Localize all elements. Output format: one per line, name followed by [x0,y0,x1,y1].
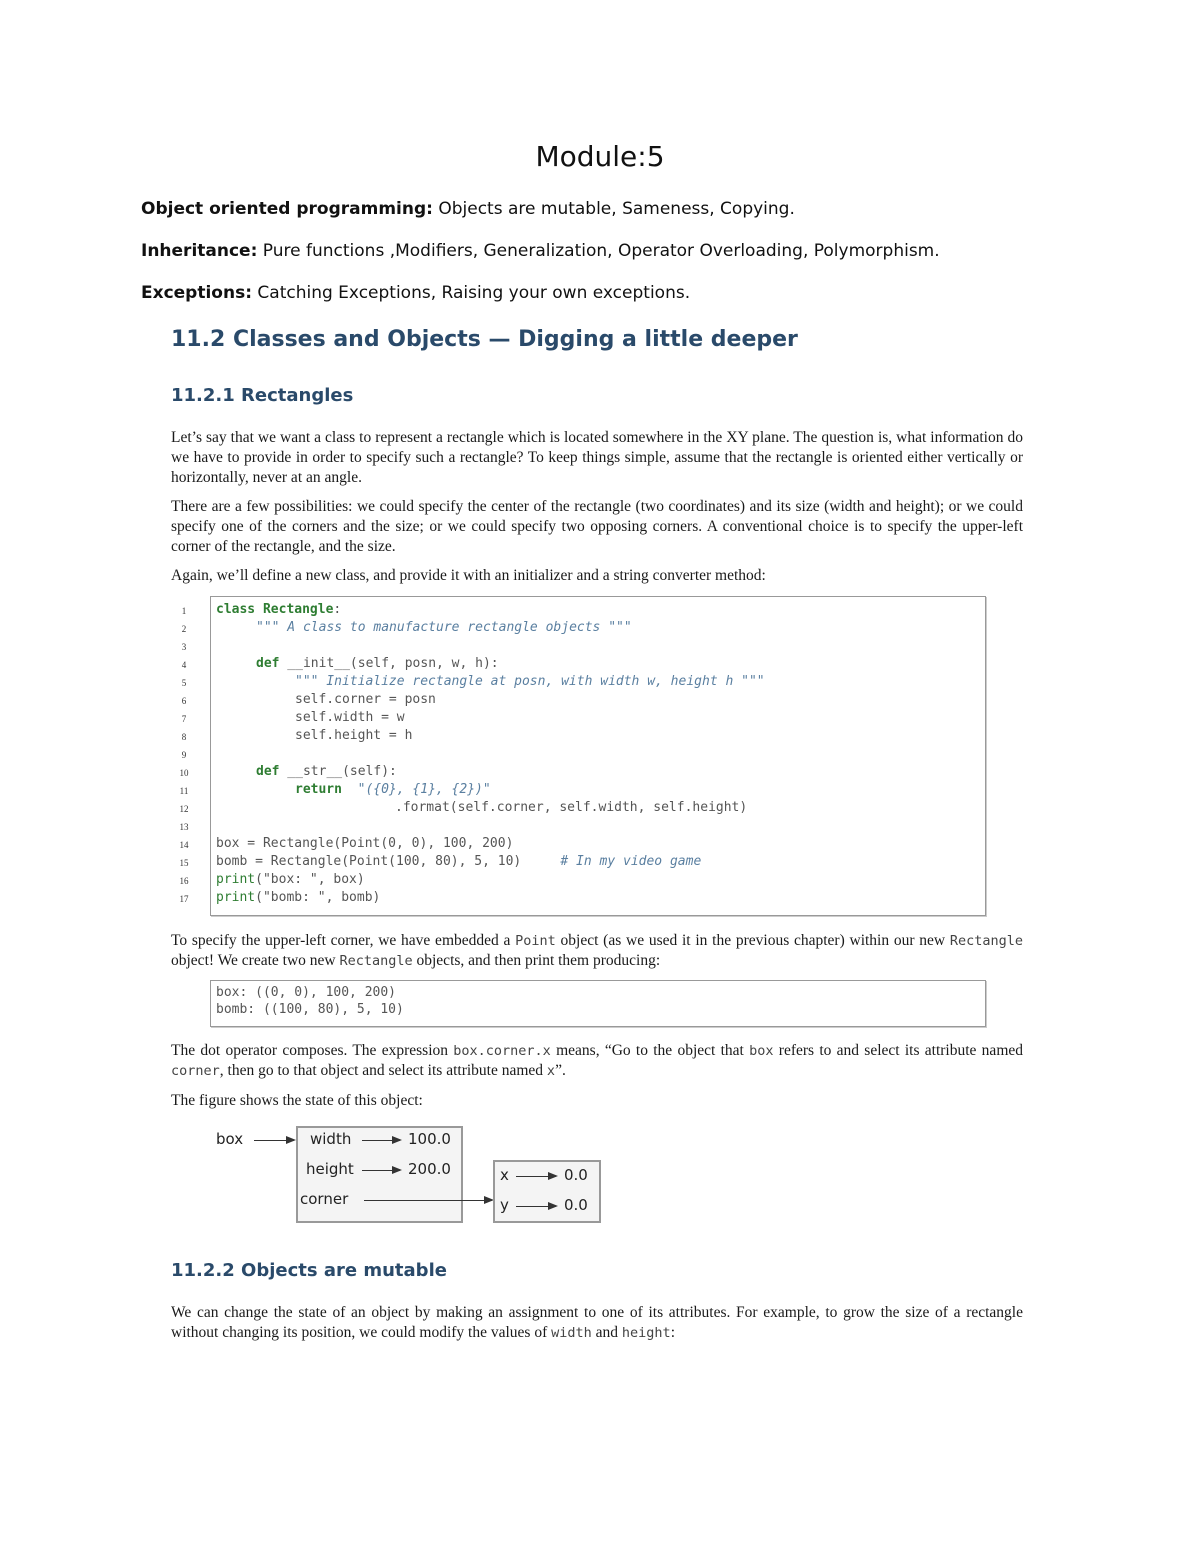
line-number: 13 [179,822,189,832]
line-number: 5 [181,678,187,688]
attr-name-height: height [306,1160,354,1178]
arrow-icon [254,1140,294,1141]
code-text: __str__(self): [279,764,397,779]
inline-code: height [621,1325,671,1341]
arrow-icon [364,1200,492,1201]
topic-label: Inheritance: [141,241,258,261]
text-run: To specify the upper-left corner, we have embedded a [171,932,516,949]
topic-label: Object oriented programming: [141,199,433,219]
paragraph-dot-operator [171,1041,1023,1081]
line-number: 6 [181,696,187,706]
point-attr-name-y: y [500,1196,509,1214]
code-text: : [333,602,342,617]
point-attr-value-y: 0.0 [564,1196,588,1214]
line-number: 7 [181,714,187,724]
diagram-variable-label: box [216,1130,244,1148]
code-line [216,872,365,887]
code-line [216,602,341,617]
line-number: 2 [181,624,187,634]
text-run: , then go to that object and select its attribute named [219,1062,547,1079]
code-line [256,656,499,671]
line-number: 14 [179,840,189,850]
inline-code: box.corner.x [453,1043,551,1059]
topic-oop [141,199,795,219]
text-run: : [670,1324,676,1341]
text-run: The dot operator composes. The expression [171,1042,454,1059]
inline-code: width [551,1325,592,1341]
code-line: self.height = h [295,728,413,743]
point-attr-name-x: x [500,1166,509,1184]
code-text: bomb = Rectangle(Point(100, 80), 5, 10) [216,854,522,869]
text-run: object (as we used it in the previous chapter) within our new [555,932,950,949]
code-builtin: print [216,872,256,887]
code-docstring: """ Initialize rectangle at posn, with width w, height h """ [295,674,765,689]
code-text: ("bomb: ", bomb) [255,890,381,905]
code-line [216,854,701,869]
arrow-icon [516,1176,556,1177]
topic-inheritance [141,241,940,261]
line-number: 11 [179,786,189,796]
text-run: objects, and then print them producing: [412,952,661,969]
code-builtin: print [216,890,256,905]
line-number: 8 [181,732,187,742]
code-string: "({0}, {1}, {2})" [357,782,491,797]
code-line [256,764,397,779]
attr-name-width: width [310,1130,352,1148]
text-run: object! We create two new [171,952,340,969]
inline-code: Point [515,933,556,949]
topic-text: Pure functions ,Modifiers, Generalization, Operator Overloading, Polymorphism. [257,241,940,261]
line-number: 1 [181,606,187,616]
output-line: box: ((0, 0), 100, 200) [216,985,397,1000]
subsection-heading-rectangles: 11.2.1 Rectangles [171,385,354,406]
arrow-icon [362,1140,400,1141]
paragraph-possibilities: There are a few possibilities: we could specify the center of the rectangle (two coordinates) and its size (width and height); or we could specify one of the corners and the size; or we could specify two opposing corners. A conventional choice is to specify the upper-left corner of the rectangle, and the size. [171,498,1023,555]
line-number: 9 [181,750,187,760]
inline-code: box [749,1043,774,1059]
code-keyword: return [295,782,342,797]
attr-value-height: 200.0 [408,1160,451,1178]
paragraph-figure-intro: The figure shows the state of this object: [171,1092,423,1109]
attr-name-corner: corner [300,1190,349,1208]
attr-value-width: 100.0 [408,1130,451,1148]
output-line: bomb: ((100, 80), 5, 10) [216,1002,404,1017]
inline-code: Rectangle [339,953,413,969]
object-state-diagram [212,1120,612,1230]
code-text: __init__(self, posn, w, h): [279,656,499,671]
inline-code: corner [171,1063,220,1079]
text-run: ”. [555,1062,566,1079]
paragraph-mutable [171,1303,1023,1343]
code-line [216,890,380,905]
code-text: ("box: ", box) [255,872,365,887]
point-attr-value-x: 0.0 [564,1166,588,1184]
line-number: 10 [179,768,189,778]
line-number: 15 [179,858,189,868]
subsection-heading-mutable: 11.2.2 Objects are mutable [171,1260,447,1281]
code-line: self.width = w [295,710,405,725]
paragraph-embedded-point [171,931,1023,971]
page-title: Module:5 [535,140,665,173]
line-number: 16 [179,876,189,886]
text-run: means, “Go to the object that [550,1042,750,1059]
code-line: box = Rectangle(Point(0, 0), 100, 200) [216,836,514,851]
section-heading: 11.2 Classes and Objects — Digging a little deeper [171,327,798,352]
code-keyword: def [256,764,280,779]
arrow-icon [516,1206,556,1207]
text-run: and [591,1324,622,1341]
code-line: .format(self.corner, self.width, self.height) [395,800,748,815]
topic-text: Catching Exceptions, Raising your own exceptions. [252,283,691,303]
line-number: 3 [181,642,187,652]
topic-label: Exceptions: [141,283,253,303]
line-number: 4 [181,660,187,670]
line-number: 12 [179,804,189,814]
paragraph-rectangles-intro: Let’s say that we want a class to represent a rectangle which is located somewhere in the XY plane. The question is, what information do we have to provide in order to specify such a rectangle? To keep things simple, assume that the rectangle is oriented either vertically or horizontally, never at an angle. [171,429,1023,486]
code-keyword: class [216,602,256,617]
text-run: We can change the state of an object by making an assignment to one of its attributes. For example, to grow the size of a rectangle without changing its position, we could modify the values of [171,1304,1023,1341]
paragraph-define-class: Again, we’ll define a new class, and provide it with an initializer and a string converter method: [171,567,766,584]
code-keyword: def [256,656,280,671]
code-line [295,782,491,797]
inline-code: x [546,1063,556,1079]
code-comment: # In my video game [560,854,702,869]
code-line: self.corner = posn [295,692,436,707]
arrow-icon [362,1170,400,1171]
topic-exceptions [141,283,690,303]
line-number: 17 [179,894,189,904]
code-docstring: """ A class to manufacture rectangle objects """ [256,620,632,635]
inline-code: Rectangle [949,933,1024,949]
code-class-name: Rectangle [262,602,334,617]
topic-text: Objects are mutable, Sameness, Copying. [432,199,795,219]
text-run: refers to and select its attribute named [773,1042,1023,1059]
